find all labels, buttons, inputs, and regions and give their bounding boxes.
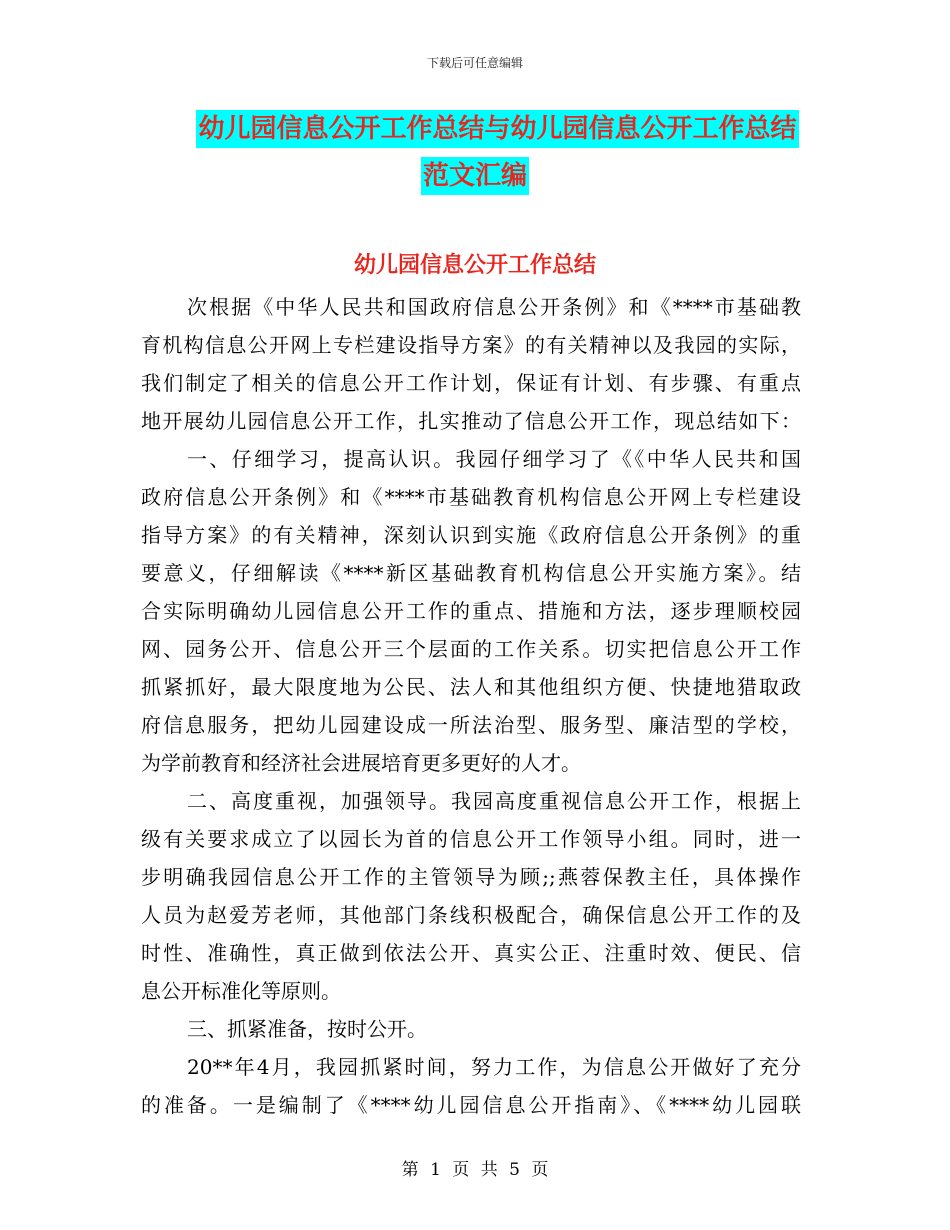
body-line: 时性、准确性，真正做到依法公开、真实公正、注重时效、便民、信 [141,941,801,965]
body-line: 息公开标准化等原则。 [141,979,341,1003]
section-heading: 幼儿园信息公开工作总结 [353,253,596,278]
body-line: 三、抓紧准备，按时公开。 [187,1017,427,1041]
title-line-2: 范文汇编 [421,157,529,195]
page-header-note: 下载后可任意编辑 [426,56,523,70]
body-line: 育机构信息公开网上专栏建设指导方案》的有关精神以及我园的实际， [141,333,801,357]
body-line: 要意义，仔细解读《****新区基础教育机构信息公开实施方案》。结 [141,561,801,585]
document-title [0,110,950,195]
body-line: 20**年4月，我园抓紧时间，努力工作，为信息公开做好了充分 [187,1055,801,1079]
body-line: 网、园务公开、信息公开三个层面的工作关系。切实把信息公开工作 [141,637,801,661]
body-line: 指导方案》的有关精神，深刻认识到实施《政府信息公开条例》的重 [141,523,801,547]
body-text [141,288,801,1124]
body-line: 步明确我园信息公开工作的主管领导为顾;;燕蓉保教主任，具体操作 [141,865,801,889]
body-line: 的准备。一是编制了《****幼儿园信息公开指南》、《****幼儿园联 [141,1093,801,1117]
body-line: 抓紧抓好，最大限度地为公民、法人和其他组织方便、快捷地猎取政 [141,675,801,699]
body-line: 政府信息公开条例》和《****市基础教育机构信息公开网上专栏建设 [141,485,801,509]
body-line: 府信息服务，把幼儿园建设成一所法治型、服务型、廉洁型的学校， [141,713,801,737]
page-number: 第 1 页 共 5 页 [401,1160,549,1180]
title-line-1: 幼儿园信息公开工作总结与幼儿园信息公开工作总结 [196,110,798,148]
body-line: 人员为赵爱芳老师，其他部门条线积极配合，确保信息公开工作的及 [141,903,801,927]
body-line: 次根据《中华人民共和国政府信息公开条例》和《****市基础教 [187,295,801,319]
body-line: 为学前教育和经济社会进展培育更多更好的人才。 [141,751,581,775]
body-line: 二、高度重视，加强领导。我园高度重视信息公开工作，根据上 [187,789,801,813]
body-line: 地开展幼儿园信息公开工作，扎实推动了信息公开工作，现总结如下： [141,409,801,433]
body-line: 级有关要求成立了以园长为首的信息公开工作领导小组。同时，进一 [141,827,801,851]
body-line: 我们制定了相关的信息公开工作计划，保证有计划、有步骤、有重点 [141,371,801,395]
body-line: 一、仔细学习，提高认识。我园仔细学习了《《中华人民共和国 [187,447,801,471]
body-line: 合实际明确幼儿园信息公开工作的重点、措施和方法，逐步理顺校园 [141,599,801,623]
